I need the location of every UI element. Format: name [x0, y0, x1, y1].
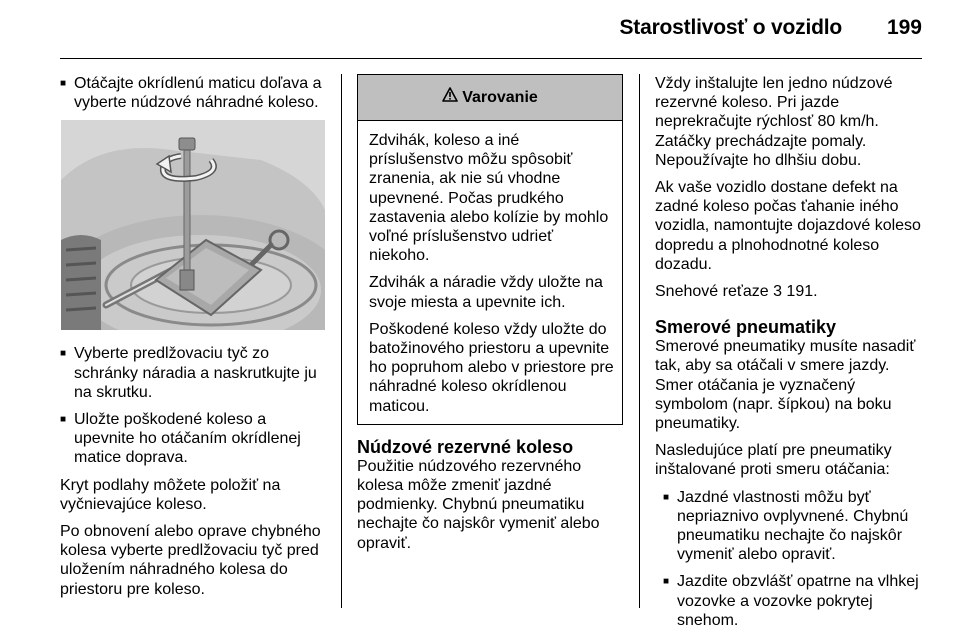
paragraph: Zdvihák, koleso a iné príslušenstvo môžu spôsobiť zranenia, ak nie sú vhodne upevnené. Počas prudkého zastavenia alebo kolízie by mohlo voľné príslušenstvo udrieť niekoho.	[369, 132, 609, 265]
list-item: ■ Jazdite obzvlášť opatrne na vlhkej vozovke a vozovke pokrytej snehom.	[663, 573, 919, 629]
page-number: 199	[886, 16, 922, 39]
paragraph: Po obnovení alebo oprave chybného kolesa vyberte predlžovaciu tyč pred uložením náhradného kolesa do priestoru pre koleso.	[60, 523, 321, 598]
column-1	[60, 74, 326, 607]
paragraph: Poškodené koleso vždy uložte do batožinového priestoru a upevnite ho popruhom alebo v priestore pre náhradné koleso okrídlenou maticou.	[369, 320, 614, 415]
paragraph: Kryt podlahy môžete položiť na vyčnievajúce koleso.	[60, 476, 281, 513]
paragraph: Nasledujúce platí pre pneumatiky inštalované proti smeru otáčania:	[655, 442, 892, 479]
page-reference: Snehové reťaze 3 191.	[655, 283, 818, 301]
warning-triangle-icon	[442, 87, 458, 107]
column-3	[655, 74, 925, 638]
column-2	[357, 74, 623, 561]
column-divider-2	[639, 74, 640, 608]
bullet-square-icon: ■	[60, 78, 67, 89]
warning-box	[357, 74, 623, 425]
paragraph: Vždy inštalujte len jedno núdzové rezervné koleso. Pri jazde neprekračujte rýchlosť 80 km/h. Zatáčky prechádzajte pomaly. Nepoužívajte ho dlhšiu dobu.	[655, 75, 893, 169]
bullet-square-icon: ■	[60, 414, 67, 426]
warning-title: Varovanie	[462, 88, 538, 106]
section-title-directional-tyres: Smerové pneumatiky	[655, 317, 837, 338]
list-item: ■ Jazdné vlastnosti môžu byť nepriaznivo ovplyvnené. Chybnú pneumatiku nechajte čo najskôr vymeniť alebo opraviť.	[663, 488, 909, 564]
header-rule	[60, 58, 922, 59]
warning-body	[358, 121, 622, 424]
paragraph: Ak vaše vozidlo dostane defekt na zadné koleso počas ťahanie iného vozidla, namontujte dojazdové koleso dopredu a plnohodnotné koleso dozadu.	[655, 179, 921, 273]
list-item: ■ Vyberte predlžovaciu tyč zo schránky náradia a naskrutkujte ju na skrutku.	[60, 345, 317, 401]
bullet-square-icon: ■	[60, 348, 67, 360]
spare-wheel-illustration	[61, 120, 325, 330]
bullet-square-icon: ■	[663, 576, 670, 588]
section-title-spare-wheel: Núdzové rezervné koleso	[357, 436, 574, 457]
paragraph: Použitie núdzového rezervného kolesa môže zmeniť jazdné podmienky. Chybnú pneumatiku nechajte čo najskôr vymeniť alebo opraviť.	[357, 457, 600, 552]
list-item: ■ Otáčajte okrídlenú maticu doľava a vyberte núdzové náhradné koleso.	[60, 75, 322, 112]
column-divider-1	[341, 74, 342, 608]
page-header	[0, 0, 960, 60]
paragraph: Zdvihák a náradie vždy uložte na svoje miesta a upevnite ich.	[369, 274, 603, 311]
list-item: ■ Uložte poškodené koleso a upevnite ho otáčaním okrídlenej matice doprava.	[60, 411, 301, 467]
bullet-square-icon: ■	[663, 491, 670, 503]
page-title: Starostlivosť o vozidlo	[619, 16, 842, 39]
warning-header	[358, 75, 622, 121]
paragraph: Smerové pneumatiky musíte nasadiť tak, aby sa otáčali v smere jazdy. Smer otáčania je vyznačený symbolom (napr. šípkou) na boku pneumatiky.	[655, 338, 916, 433]
